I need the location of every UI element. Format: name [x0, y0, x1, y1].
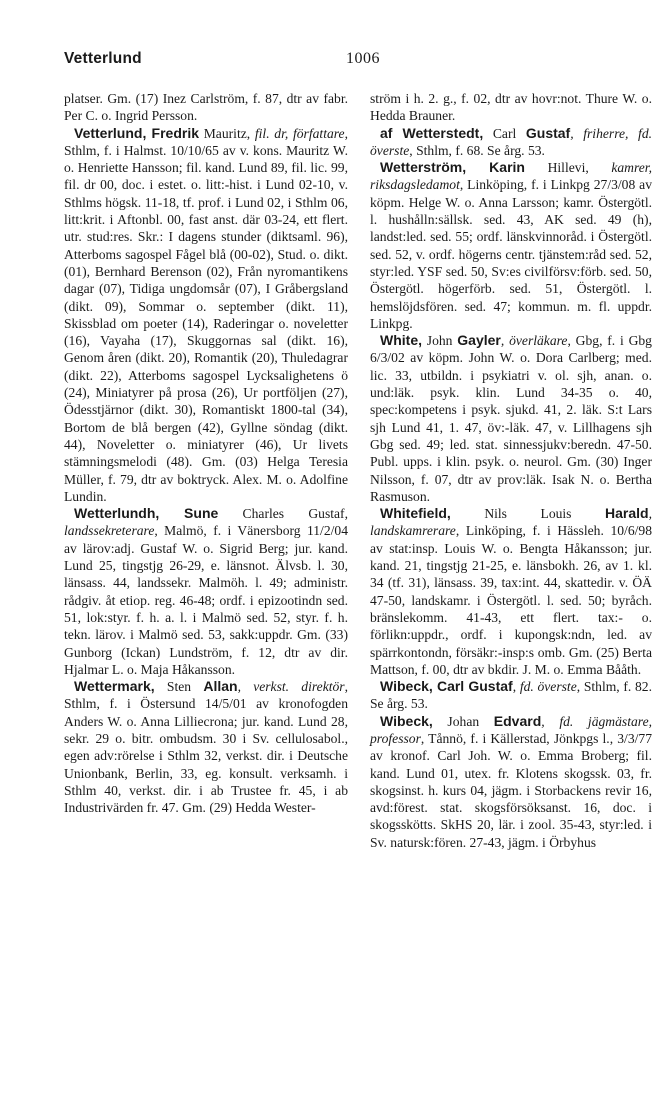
entry-name-called: Gustaf: [525, 124, 571, 141]
entry-text: , Linköping, f. i Linkpg 27/3/08 av köpm. Helge W. o. Anna Larsson; kamr. Östergötl. l. hushålln:sällsk. sed. 43, AK sed. 49 (h), landst:led. sed. 55; ordf. länskvinnoråd. i Östergötl. sed. 52, v. ordf. högerns centr. tjänstem:råd sed. 52, styr:led. YSF sed. 50, Sv:es civilförsv:förb. sed. 50, Östergötl. högerförb. sed. 51, Östergötl. l. hemslöjdsfören. sed. 47; kommun. m. fl. uppdr. Linkpg.: [370, 177, 652, 331]
entry-given-names: Nils Louis: [450, 506, 606, 522]
running-head: Vetterlund: [64, 50, 142, 67]
entry-wettermark-allan: [64, 678, 348, 816]
entry-given-names: Mauritz,: [199, 125, 255, 141]
entry-name: Whitefield,: [380, 505, 451, 522]
entry-given-names: Sten: [154, 679, 204, 695]
entry-name-called: Harald: [605, 505, 649, 522]
entry-text: , Sthlm, f. i Östersund 14/5/01 av kronofogden Anders W. o. Anna Lilliecrona; jur. kand. Lund 28, sekr. 29 o. bitr. ombudsm. 30 i Sv. cellulosabol., egen adv:rörelse i Sthlm 32, verkst. dir. i Deutsche Unionbank, Berlin, 33, eg. konsult. verksamh. i Sthlm 40, verkst. dir. i ab Trustee fr. 45, i ab Industrivärden fr. 47. Gm. (29) Hedda Wester-: [64, 679, 348, 816]
entry-given-names: John: [422, 333, 458, 349]
entry-continuation: [370, 90, 652, 125]
entry-text: , Malmö, f. i Vänersborg 11/2/04 av lärov:adj. Gustaf W. o. Sigrid Berg; jur. kand. Lund 25, tingstjg 26-29, e. länsnot. Älvsb. l. 30, länsass. 44, landssekr. Malmöh. l. 49; administr. rådgiv. åt etiop. reg. 46-48; ordf. i epizootindn sed. 51, lok:styr. f. h. a. l. i Malmö sed. 52, styr. f. h. tekn. lärov. i Malmö sed. 53, sakk:uppdr. Gm. (33) Gunborg (Ickan) Lundström, f. 12, dtr av dir. Hjalmar L. o. Maja Håkansson.: [64, 523, 348, 677]
entry-given-names: Hillevi,: [524, 160, 612, 176]
entry-name: Wibeck,: [380, 712, 433, 729]
entry-text: , Gbg, f. i Gbg 6/3/02 av köpm. John W. o. Dora Carlberg; med. lic. 33, utbildn. i psykiatri v. ol. sjh, anan. o. und:läk. psyk. klin. Lund 34-35 o. 40, spec:kompetens i psyk. sjukd. 41, 2. läk. S:t Lars sjh Lund 41, 1. 47, öv:-läk. 47, v. Lillhagens sjh Gbg sed. 49; led. stat. sinnessjukv:beredn. 47-50. Publ. upps. i klin. psyk. o. neurol. Gm. (30) Inger Nilsson, f. 07, dtr av prov:läk. Isak N. o. Bertha Rasmuson.: [370, 333, 652, 504]
entry-title: , verkst. direktör: [237, 679, 345, 695]
entry-title: , överläkare: [500, 333, 568, 349]
entry-continuation: [64, 90, 348, 125]
entry-whitefield-harald: [370, 505, 652, 678]
entry-name-called: Allan: [203, 678, 238, 695]
entry-name: Wetterlundh, Sune: [74, 505, 219, 522]
entry-name: White,: [380, 332, 422, 349]
entry-given-names: Johan: [432, 713, 494, 729]
entry-name-called: Gayler: [457, 332, 501, 349]
entry-title: fd. överste: [519, 679, 577, 695]
entry-name: Wibeck, Carl Gustaf: [380, 678, 513, 695]
entry-text: , Tånnö, f. i Källerstad, Jönkpgs l., 3/3/77 av kronof. Carl Joh. W. o. Emma Broberg; fil. kand. Lund 01, utex. fr. Klotens skogssk. 03, fr. skogsinst. h. kurs 04, jägm. i Storbackens revir 16, avd:förest. stat. skogsförsöksanst. 16, doc. i skogsskötts. SkHS 20, lär. i zool. 35-43, styr:led. i Sv. natursk:fören. 27-43, jägm. i Örbyhus: [370, 730, 652, 850]
entry-wetterstrom-karin: [370, 159, 652, 332]
entry-af-wetterstedt: [370, 125, 652, 160]
entry-text: , Sthlm, f. i Halmst. 10/10/65 av v. kons. Mauritz W. o. Henriette Hansson; fil. kand. Lund 89, fil. lic. 99, fil. dr 00, doc. i estet. o. litt:-hist. i Lund 02-10, v. Sthlms högsk. 11-18, tf. prof. i Lund 02, i Sthlm 06, litt:krit. i Aftonbl. 00, fast anst. där 03-24, ett flert. utr. stud:res. Skr.: I dagens stunder (diktsaml. 96), Atterboms sagospel Fågel blå (00-02), Stud. o. dikt. (01), Bernhard Berenson (02), Från nyromantikens dagar (07), Tidiga ungdomsår (07), I Gråbergsland (dikt. 09), Sommar o. september (dikt. 11), Skissblad om poeter (14), Raderingar o. noveletter (16), Vayaha (17), Skuggornas sal (dikt. 16), Genom åren (dikt. 20), Romantik (20), Thuledagrar (dikt. 22), Atterboms sagospel Lycksalighetens ö (24), Miniatyrer på prosa (26), Ur portföljen (27), Ödesstjärnor (dikt. 30), Romantiskt 1800-tal (34), Bortom de blå bergen (42), Gyllne söndag (dikt. 44), Noveletter o. miniatyrer (46), Ur livets stämningsmelodi (48). Gm. (03) Helga Teresia Müller, f. 79, dtr av boktryck. Alex. M. o. Adolfine Lundin.: [64, 125, 348, 504]
entry-wibeck-edvard: [370, 713, 652, 851]
page-number: 1006: [346, 50, 380, 67]
entry-vetterlund-fredrik: [64, 125, 348, 506]
entry-wetterlundh-sune: [64, 505, 348, 678]
entry-name: Wetterström, Karin: [380, 159, 525, 176]
entry-title: , friherre, fd. överste: [370, 125, 653, 158]
entry-title: landssekreterare: [64, 523, 155, 539]
entry-name-called: Edvard: [493, 712, 542, 729]
entry-text: , Linköping, f. i Hässleh. 10/6/98 av stat:insp. Louis W. o. Bengta Håkansson; jur. kand. 21, tingstjg 21-25, e. länsbokh. 26, av 1. kl. 34 (tf. 31), länsass. 39, tax:int. 44, skattedir. v. ÖÄ 47-50, landskamr. i Östergötl. l. sed. 50; byråch. bränslekomm. 41-43, ett flert. tax:- o. förlikn:uppdr., ordf. i kupongsk:ndn, led. av spärrkontondn, försäkr:-insp:s omb. Gm. (25) Berta Mattson, f. 00, dtr av bkdir. J. M. o. Emma Bååth.: [370, 523, 652, 677]
entry-title: fil. dr, författare: [254, 125, 345, 141]
entry-title: , landskamrerare: [370, 506, 652, 539]
entry-white-gayler: [370, 332, 652, 505]
entry-name: af Wetterstedt,: [380, 124, 484, 141]
entry-name: Wettermark,: [74, 678, 155, 695]
right-column: [370, 90, 652, 851]
entry-wibeck-carl-gustaf: [370, 678, 652, 713]
entry-name: Vetterlund, Fredrik: [74, 124, 200, 141]
page-header: [64, 50, 644, 72]
left-column: [64, 90, 348, 816]
entry-text: , Sthlm, f. 68. Se årg. 53.: [409, 142, 545, 158]
entry-text: platser. Gm. (17) Inez Carlström, f. 87, dtr av fabr. Per C. o. Ingrid Persson.: [64, 91, 348, 124]
entry-title: , fd. jägmästare, professor: [370, 713, 652, 746]
entry-title: kamrer, riksdagsledamot: [370, 160, 652, 193]
entry-text: , Sthlm, f. 82. Se årg. 53.: [370, 679, 652, 712]
entry-given-names: ,: [512, 679, 520, 695]
entry-given-names: Carl: [483, 125, 526, 141]
entry-text: ström i h. 2. g., f. 02, dtr av hovr:not. Thure W. o. Hedda Brauner.: [370, 91, 652, 124]
entry-given-names: Charles Gustaf,: [218, 506, 348, 522]
